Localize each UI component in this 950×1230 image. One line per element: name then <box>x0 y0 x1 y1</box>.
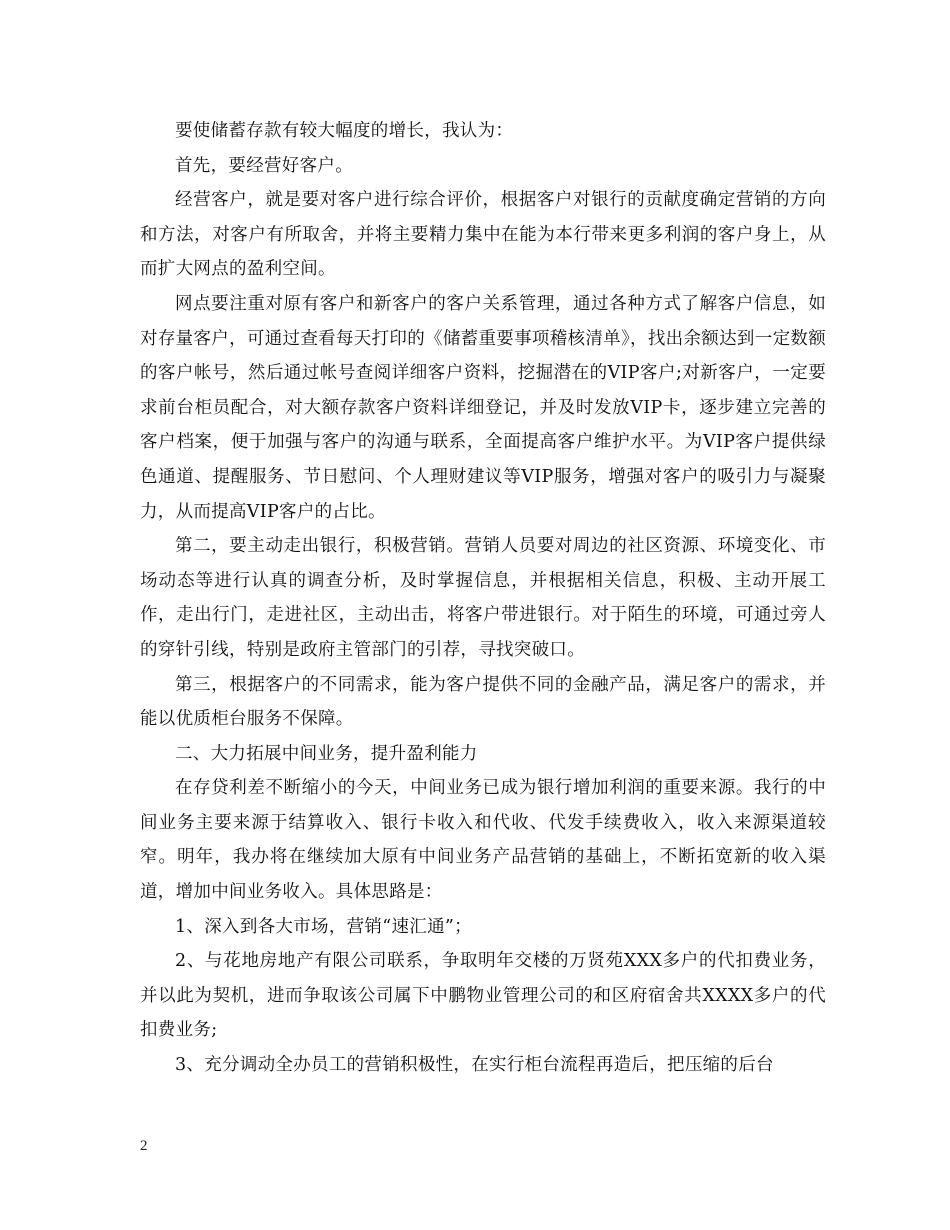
list-item: 3、充分调动全办员工的营销积极性，在实行柜台流程再造后，把压缩的后台 <box>175 1055 774 1076</box>
paragraph: 经营客户，就是要对客户进行综合评价，根据客户对银行的贡献度确定营销的方向和方法，对客户有所取舍，并将主要精力集中在能为本行带来更多利润的客户身上，从而扩大网点的盈利空间。 <box>140 190 826 280</box>
document-body <box>140 114 826 1083</box>
paragraph: 要使储蓄存款有较大幅度的增长，我认为： <box>175 121 514 141</box>
page-number: 2 <box>140 1138 148 1154</box>
paragraph: 在存贷利差不断缩小的今天，中间业务已成为银行增加利润的重要来源。我行的中间业务主要来源于结算收入、银行卡收入和代收、代发手续费收入，收入来源渠道较窄。明年，我办将在继续加大原有中间业务产品营销的基础上，不断拓宽新的收入渠道，增加中间业务收入。具体思路是： <box>140 778 826 903</box>
list-item: 2、与花地房地产有限公司联系，争取明年交楼的万贤苑XXX多户的代扣费业务，并以此为契机，进而争取该公司属下中鹏物业管理公司的和区府宿舍共XXXX多户的代扣费业务; <box>140 951 826 1041</box>
list-item: 1、深入到各大市场，营销“速汇通”； <box>175 916 472 937</box>
paragraph: 第三，根据客户的不同需求，能为客户提供不同的金融产品，满足客户的需求，并能以优质柜台服务不保障。 <box>140 674 826 730</box>
paragraph: 第二，要主动走出银行，积极营销。营销人员要对周边的社区资源、环境变化、市场动态等进行认真的调查分析，及时掌握信息，并根据相关信息，积极、主动开展工作，走出行门，走进社区，主动出击，将客户带进银行。对于陌生的环境，可通过旁人的穿针引线，特别是政府主管部门的引荐，寻找突破口。 <box>140 536 826 660</box>
paragraph: 首先，要经营好客户。 <box>175 155 353 176</box>
paragraph: 网点要注重对原有客户和新客户的客户关系管理，通过各种方式了解客户信息，如对存量客户，可通过查看每天打印的《储蓄重要事项稽核清单》，找出余额达到一定数额的客户帐号，然后通过帐号查阅详细客户资料，挖掘潜在的VIP客户;对新客户，一定要求前台柜员配合，对大额存款客户资料详细登记，并及时发放VIP卡，逐步建立完善的客户档案，便于加强与客户的沟通与联系，全面提高客户维护水平。为VIP客户提供绿色通道、提醒服务、节日慰问、个人理财建议等VIP服务，增强对客户的吸引力与凝聚力，从而提高VIP客户的占比。 <box>140 293 826 522</box>
section-heading: 二、大力拓展中间业务，提升盈利能力 <box>175 743 478 764</box>
